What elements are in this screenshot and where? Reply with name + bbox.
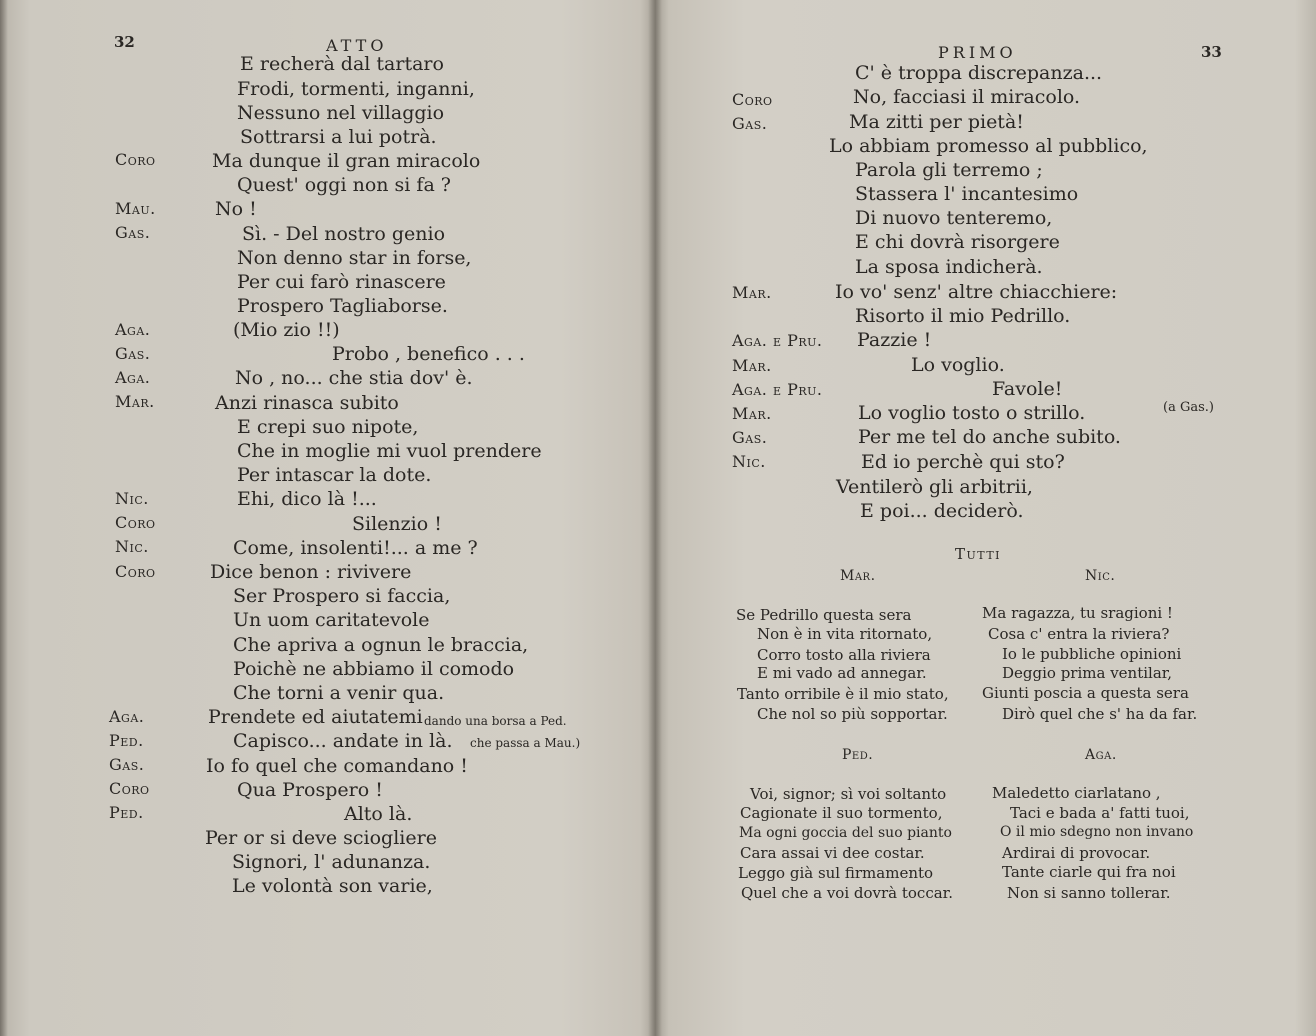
- verse-line: Per cui farò rinascere: [237, 271, 446, 293]
- duet-line-left: Ma ogni goccia del suo pianto: [739, 825, 952, 841]
- duet-line-right: Taci e bada a' fatti tuoi,: [1010, 804, 1190, 822]
- speaker-label: Aga. e Pru.: [732, 380, 823, 399]
- verse-line: Ma dunque il gran miracolo: [212, 150, 481, 172]
- duet-line-right: Tante ciarle qui fra noi: [1002, 863, 1176, 881]
- speaker-label: Gas.: [109, 755, 145, 774]
- verse-line: Sì. - Del nostro genio: [242, 223, 446, 245]
- duet-line-left: Che nol so più sopportar.: [757, 705, 948, 723]
- speaker-label: Aga.: [115, 368, 151, 387]
- verse-line: Ehi, dico là !...: [237, 488, 377, 510]
- duet-line-left: Se Pedrillo questa sera: [736, 606, 912, 624]
- verse-line: Io vo' senz' altre chiacchiere:: [835, 281, 1118, 303]
- verse-line: Capisco... andate in là.: [233, 730, 453, 752]
- column-heading: Nic.: [1085, 568, 1116, 584]
- speaker-label: Mar.: [732, 283, 772, 302]
- speaker-label: Aga. e Pru.: [732, 331, 823, 350]
- verse-line: Che apriva a ognun le braccia,: [233, 634, 529, 656]
- verse-line: Ventilerò gli arbitrii,: [836, 476, 1033, 498]
- duet-line-left: Voi, signor; sì voi soltanto: [750, 785, 947, 803]
- verse-line: Alto là.: [344, 803, 413, 825]
- duet-line-left: Leggo già sul firmamento: [738, 864, 934, 882]
- speaker-label: Coro: [115, 150, 156, 169]
- page-number: 32: [114, 33, 135, 51]
- speaker-label: Gas.: [732, 428, 768, 447]
- speaker-label: Mau.: [115, 199, 156, 218]
- duet-line-right: O il mio sdegno non invano: [1000, 824, 1194, 840]
- verse-line: No !: [215, 198, 257, 220]
- page-number: 33: [1201, 43, 1222, 61]
- verse-line: Lo voglio tosto o strillo.: [858, 402, 1086, 424]
- verse-line: Pazzie !: [857, 329, 932, 351]
- speaker-label: Coro: [109, 779, 150, 798]
- verse-line: No, facciasi il miracolo.: [853, 86, 1081, 108]
- verse-line: Parola gli terremo ;: [855, 159, 1043, 181]
- speaker-label: Aga.: [109, 707, 145, 726]
- running-head: ATTO: [326, 36, 388, 55]
- speaker-label: Mar.: [115, 392, 155, 411]
- duet-line-left: Quel che a voi dovrà toccar.: [741, 884, 953, 902]
- duet-line-left: Cagionate il suo tormento,: [740, 804, 943, 822]
- verse-line: Lo voglio.: [911, 354, 1005, 376]
- speaker-label: Nic.: [115, 489, 149, 508]
- verse-line: Di nuovo tenteremo,: [855, 207, 1053, 229]
- duet-line-right: Non si sanno tollerar.: [1007, 884, 1171, 902]
- column-heading: Mar.: [840, 568, 876, 584]
- stage-direction: (a Gas.): [1163, 400, 1214, 415]
- verse-line: La sposa indicherà.: [855, 256, 1043, 278]
- verse-line: Favole!: [992, 378, 1063, 400]
- verse-line: Probo , benefico . . .: [332, 343, 525, 365]
- verse-line: Frodi, tormenti, inganni,: [237, 78, 475, 100]
- verse-line: C' è troppa discrepanza...: [855, 62, 1103, 84]
- verse-line: Io fo quel che comandano !: [206, 755, 468, 777]
- speaker-label: Coro: [732, 90, 773, 109]
- verse-line: Ma zitti per pietà!: [849, 111, 1024, 133]
- verse-line: Poichè ne abbiamo il comodo: [233, 658, 515, 680]
- right-page: [655, 0, 1316, 1036]
- verse-line: Stassera l' incantesimo: [855, 183, 1079, 205]
- verse-line: Prospero Tagliaborse.: [237, 295, 448, 317]
- speaker-label: Gas.: [115, 344, 151, 363]
- duet-line-right: Giunti poscia a questa sera: [982, 684, 1189, 702]
- verse-line: Quest' oggi non si fa ?: [237, 174, 451, 196]
- verse-line: Per me tel do anche subito.: [858, 426, 1121, 448]
- stage-direction: che passa a Mau.): [470, 736, 581, 750]
- verse-line: Anzi rinasca subito: [215, 392, 399, 414]
- verse-line: Nessuno nel villaggio: [237, 102, 445, 124]
- speaker-label: Coro: [115, 513, 156, 532]
- speaker-label: Gas.: [115, 223, 151, 242]
- column-heading: Ped.: [842, 747, 874, 763]
- duet-line-left: Cara assai vi dee costar.: [740, 844, 925, 862]
- verse-line: E recherà dal tartaro: [240, 53, 444, 75]
- left-page: [0, 0, 655, 1036]
- verse-line: Dice benon : rivivere: [210, 561, 412, 583]
- duet-line-right: Io le pubbliche opinioni: [1002, 645, 1182, 663]
- verse-line: Come, insolenti!... a me ?: [233, 537, 478, 559]
- verse-line: Per or si deve sciogliere: [205, 827, 437, 849]
- duet-line-left: Tanto orribile è il mio stato,: [737, 685, 949, 703]
- duet-line-right: Cosa c' entra la riviera?: [988, 625, 1170, 643]
- speaker-label: Gas.: [732, 114, 768, 133]
- duet-line-right: Dirò quel che s' ha da far.: [1002, 705, 1198, 723]
- verse-line: Per intascar la dote.: [237, 464, 432, 486]
- speaker-label: Nic.: [732, 452, 766, 471]
- duet-line-right: Maledetto ciarlatano ,: [992, 784, 1161, 802]
- verse-line: Ed io perchè qui sto?: [861, 451, 1065, 473]
- verse-line: Un uom caritatevole: [233, 609, 430, 631]
- speaker-label: Coro: [115, 562, 156, 581]
- duet-line-right: Ardirai di provocar.: [1002, 844, 1151, 862]
- section-heading: Tutti: [955, 545, 1001, 563]
- verse-line: Silenzio !: [352, 513, 442, 535]
- speaker-label: Mar.: [732, 356, 772, 375]
- verse-line: Le volontà son varie,: [232, 875, 433, 897]
- verse-line: Che torni a venir qua.: [233, 682, 445, 704]
- verse-line: Ser Prospero si faccia,: [233, 585, 451, 607]
- book-gutter: [648, 0, 662, 1036]
- verse-line: Signori, l' adunanza.: [232, 851, 431, 873]
- duet-line-left: Corro tosto alla riviera: [757, 646, 931, 664]
- speaker-label: Ped.: [109, 731, 144, 750]
- column-heading: Aga.: [1085, 747, 1117, 763]
- stage-direction: dando una borsa a Ped.: [424, 714, 567, 728]
- duet-line-left: Non è in vita ritornato,: [757, 625, 933, 643]
- page-edge-shadow: [0, 0, 8, 1036]
- speaker-label: Ped.: [109, 803, 144, 822]
- verse-line: E chi dovrà risorgere: [855, 231, 1060, 253]
- running-head: PRIMO: [938, 43, 1017, 62]
- duet-line-left: E mi vado ad annegar.: [757, 664, 927, 682]
- verse-line: Sottrarsi a lui potrà.: [240, 126, 437, 148]
- verse-line: No , no... che stia dov' è.: [235, 367, 473, 389]
- duet-line-right: Ma ragazza, tu sragioni !: [982, 604, 1173, 622]
- speaker-label: Mar.: [732, 404, 772, 423]
- verse-line: Non denno star in forse,: [237, 247, 472, 269]
- verse-line: Che in moglie mi vuol prendere: [237, 440, 542, 462]
- verse-line: E crepi suo nipote,: [237, 416, 419, 438]
- verse-line: Lo abbiam promesso al pubblico,: [829, 135, 1148, 157]
- verse-line: Risorto il mio Pedrillo.: [855, 305, 1071, 327]
- speaker-label: Aga.: [115, 320, 151, 339]
- speaker-label: Nic.: [115, 537, 149, 556]
- verse-line: E poi... deciderò.: [860, 500, 1024, 522]
- verse-line: Prendete ed aiutatemi: [208, 706, 423, 728]
- verse-line: Qua Prospero !: [237, 779, 383, 801]
- duet-line-right: Deggio prima ventilar,: [1002, 664, 1173, 682]
- verse-line: (Mio zio !!): [233, 319, 340, 341]
